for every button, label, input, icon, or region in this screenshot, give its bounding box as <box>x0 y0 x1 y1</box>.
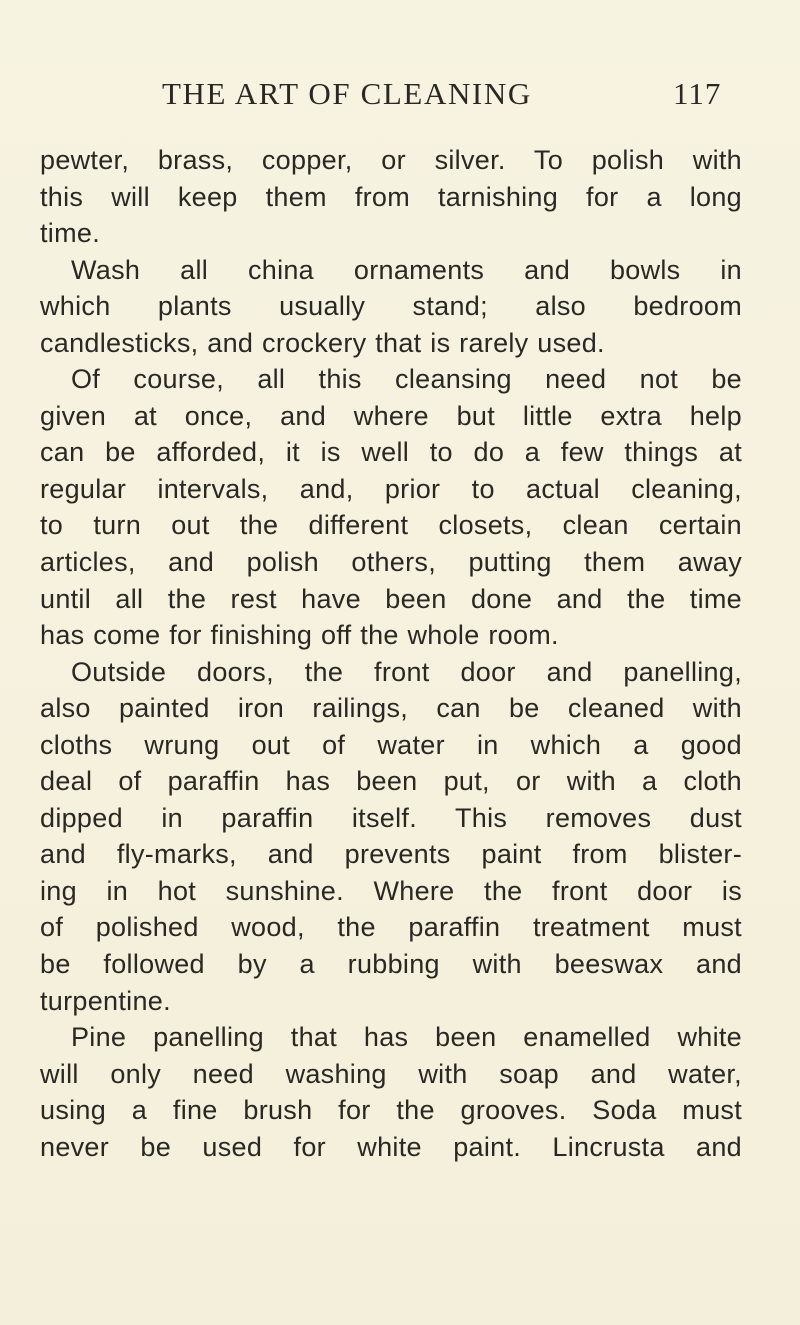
text-line: ing in hot sunshine. Where the front door is <box>40 875 742 906</box>
text-line: which plants usually stand; also bedroom <box>40 291 742 322</box>
text-line: and fly-marks, and prevents paint from blister- <box>40 839 742 870</box>
text-line: cloths wrung out of water in which a good <box>40 729 742 760</box>
text-line: turpentine. <box>40 985 171 1016</box>
text-line: pewter, brass, copper, or silver. To polish with <box>40 145 742 175</box>
text-line: also painted iron railings, can be cleaned with <box>40 693 742 724</box>
text-line: Pine panelling that has been enamelled white <box>71 1022 742 1053</box>
page-number: 117 <box>673 76 722 111</box>
text-line: can be afforded, it is well to do a few things at <box>40 437 742 468</box>
text-line: of polished wood, the paraffin treatment must <box>40 912 742 943</box>
text-line: to turn out the different closets, clean certain <box>40 510 742 541</box>
text-line: given at once, and where but little extra help <box>40 400 742 431</box>
body-text <box>40 142 742 1165</box>
text-line: never be used for white paint. Lincrusta and <box>40 1131 742 1162</box>
text-line: will only need washing with soap and water, <box>40 1058 742 1089</box>
text-line: time. <box>40 218 101 249</box>
text-line: deal of paraffin has been put, or with a cloth <box>40 766 742 797</box>
running-head <box>162 74 762 114</box>
text-line: Wash all china ornaments and bowls in <box>71 254 742 285</box>
text-line: regular intervals, and, prior to actual cleaning, <box>40 473 742 504</box>
text-line: be followed by a rubbing with beeswax and <box>40 949 742 980</box>
text-line: this will keep them from tarnishing for a long <box>40 181 742 212</box>
text-line: dipped in paraffin itself. This removes dust <box>40 802 742 833</box>
text-line: candlesticks, and crockery that is rarely used. <box>40 327 605 358</box>
text-line: using a fine brush for the grooves. Soda must <box>40 1095 742 1126</box>
text-line: until all the rest have been done and the time <box>40 583 742 614</box>
text-line: Outside doors, the front door and panelling, <box>71 656 742 687</box>
text-line: Of course, all this cleansing need not be <box>71 364 742 395</box>
text-line: has come for finishing off the whole room. <box>40 620 559 651</box>
text-line: articles, and polish others, putting them away <box>40 547 742 578</box>
running-head-title: THE ART OF CLEANING <box>162 76 532 111</box>
